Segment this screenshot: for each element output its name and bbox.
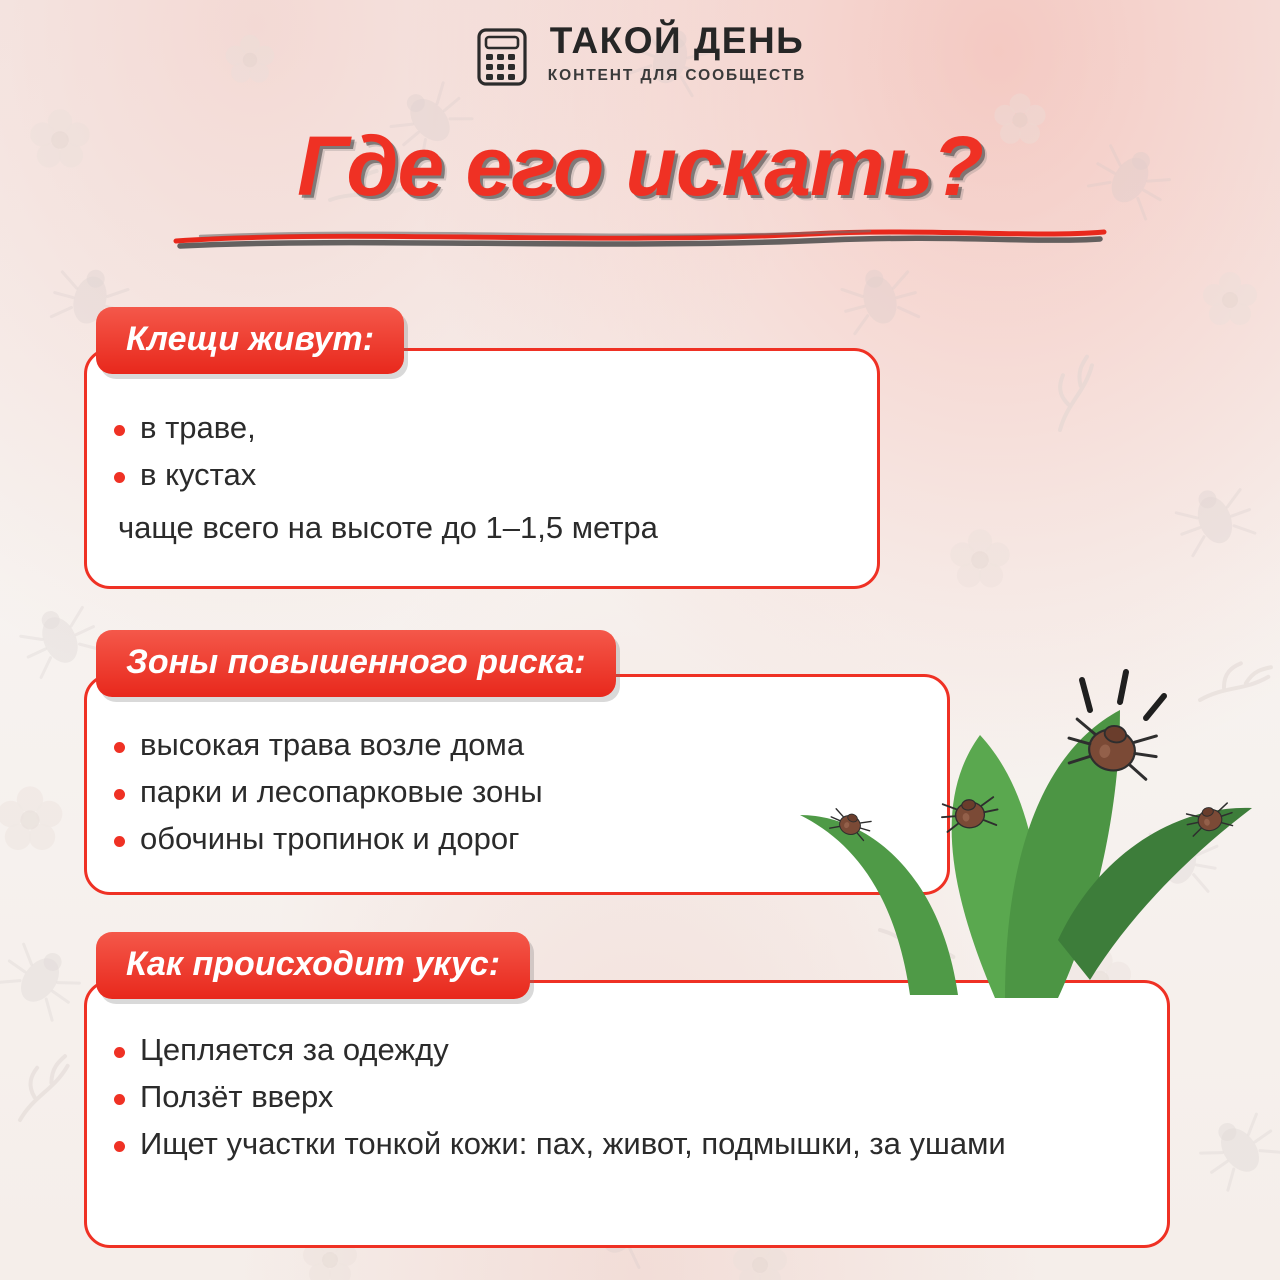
card-label-risk-zones: Зоны повышенного риска: — [96, 630, 616, 697]
bullet-list-where-ticks-live — [106, 408, 846, 496]
brand-subtitle: КОНТЕНТ ДЛЯ СООБЩЕСТВ — [547, 66, 807, 84]
list-item: парки и лесопарковые зоны — [106, 772, 896, 813]
list-item: Ищет участки тонкой кожи: пах, живот, подмышки, за ушами — [106, 1124, 1146, 1165]
list-item: высокая трава возле дома — [106, 725, 896, 766]
brand-title: ТАКОЙ ДЕНЬ — [549, 20, 805, 61]
list-item: в траве, — [106, 408, 846, 449]
bullet-list-risk-zones — [106, 725, 896, 860]
list-item: в кустах — [106, 455, 846, 496]
tick-icon — [1064, 717, 1161, 780]
page-title-wrap — [0, 119, 1280, 213]
title-underline-icon — [170, 225, 1110, 251]
card-label-where-ticks-live: Клещи живут: — [96, 307, 404, 374]
calculator-icon — [474, 26, 532, 88]
list-item: Цепляется за одежду — [106, 1030, 1146, 1071]
tick-icon — [1184, 802, 1235, 837]
bullet-list-how-bite-happens — [106, 1030, 1146, 1165]
brand-text-block — [548, 22, 806, 85]
brand-logo — [0, 22, 1280, 88]
card-note-where-ticks-live: чаще всего на высоте до 1–1,5 метра — [118, 509, 658, 545]
list-item: Ползёт вверх — [106, 1077, 1146, 1118]
card-body-how-bite-happens — [106, 1030, 1146, 1171]
list-item: обочины тропинок и дорог — [106, 819, 896, 860]
card-body-where-ticks-live — [106, 408, 846, 549]
card-label-how-bite-happens: Как происходит укус: — [96, 932, 530, 999]
card-body-risk-zones — [106, 725, 896, 866]
page-title: Где его искать? — [297, 119, 983, 213]
